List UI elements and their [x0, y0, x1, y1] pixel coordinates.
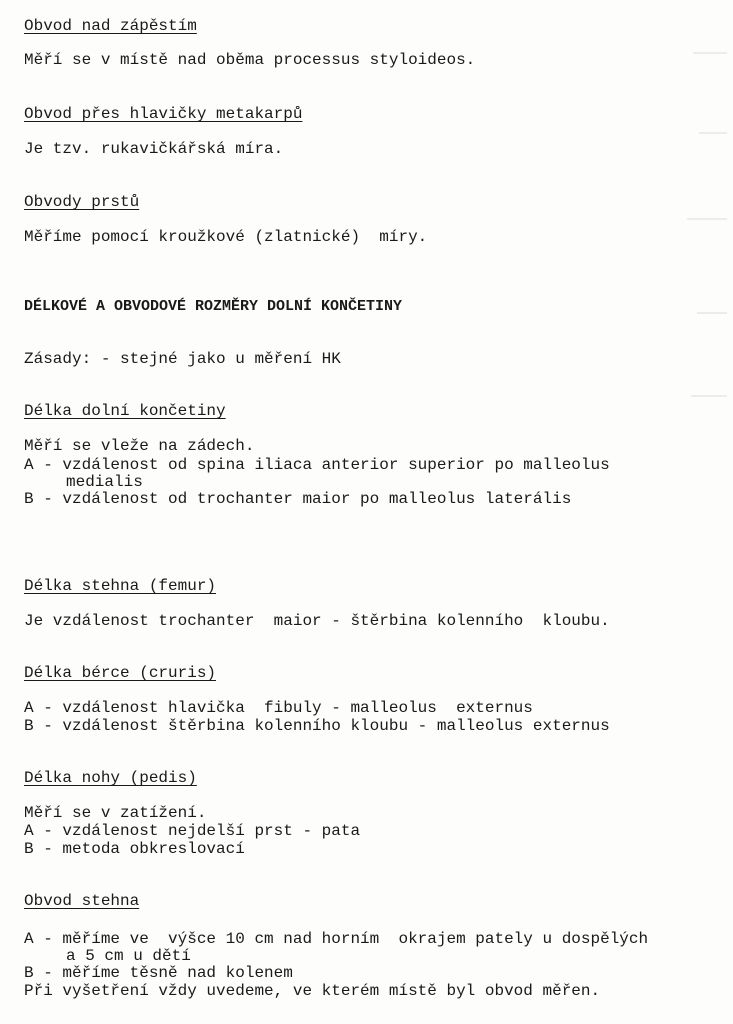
scan-bleed-mark	[691, 395, 727, 397]
scan-bleed-mark	[699, 132, 727, 134]
foot-length-line-3: B - metoda obkreslovací	[24, 840, 245, 858]
thigh-circ-line-2: a 5 cm u dětí	[66, 947, 191, 965]
scan-bleed-mark	[687, 218, 727, 220]
section-text-thigh-length: Je vzdálenost trochanter maior - štěrbina kolenního kloubu.	[24, 612, 610, 630]
leg-length-line-1: Měří se vleže na zádech.	[24, 437, 255, 455]
section-heading-metacarpal: Obvod přes hlavičky metakarpů	[24, 105, 303, 123]
section-heading-fingers: Obvody prstů	[24, 193, 140, 211]
section-text-metacarpal: Je tzv. rukavičkářská míra.	[24, 140, 284, 158]
section-heading-wrist: Obvod nad zápěstím	[24, 17, 197, 35]
thigh-circ-line-4: Při vyšetření vždy uvedeme, ve kterém místě byl obvod měřen.	[24, 982, 601, 1000]
document-title-lower-limb: DÉLKOVÉ A OBVODOVÉ ROZMĚRY DOLNÍ KONČETINY	[24, 298, 403, 315]
scan-bleed-mark	[697, 312, 727, 314]
section-text-fingers: Měříme pomocí kroužkové (zlatnické) míry.	[24, 228, 428, 246]
section-heading-foot-length: Délka nohy (pedis)	[24, 769, 197, 787]
section-heading-thigh-length: Délka stehna (femur)	[24, 577, 217, 595]
leg-length-line-4: B - vzdálenost od trochanter maior po malleolus laterális	[24, 490, 572, 508]
shin-length-line-1: A - vzdálenost hlavička fibuly - malleolus externus	[24, 699, 533, 717]
thigh-circ-line-3: B - měříme těsně nad kolenem	[24, 964, 293, 982]
foot-length-line-1: Měří se v zatížení.	[24, 804, 207, 822]
leg-length-line-2: A - vzdálenost od spina iliaca anterior superior po malleolus	[24, 456, 610, 474]
section-heading-thigh-circumference: Obvod stehna	[24, 892, 140, 910]
shin-length-line-2: B - vzdálenost štěrbina kolenního kloubu - malleolus externus	[24, 717, 610, 735]
principles-text: Zásady: - stejné jako u měření HK	[24, 350, 341, 368]
section-text-wrist: Měří se v místě nad oběma processus styloideos.	[24, 51, 476, 69]
section-heading-leg-length: Délka dolní končetiny	[24, 402, 226, 420]
leg-length-line-3: medialis	[66, 473, 143, 491]
foot-length-line-2: A - vzdálenost nejdelší prst - pata	[24, 822, 361, 840]
thigh-circ-line-1: A - měříme ve výšce 10 cm nad horním okrajem pately u dospělých	[24, 930, 649, 948]
section-heading-shin-length: Délka bérce (cruris)	[24, 664, 217, 682]
scan-bleed-mark	[693, 52, 727, 54]
